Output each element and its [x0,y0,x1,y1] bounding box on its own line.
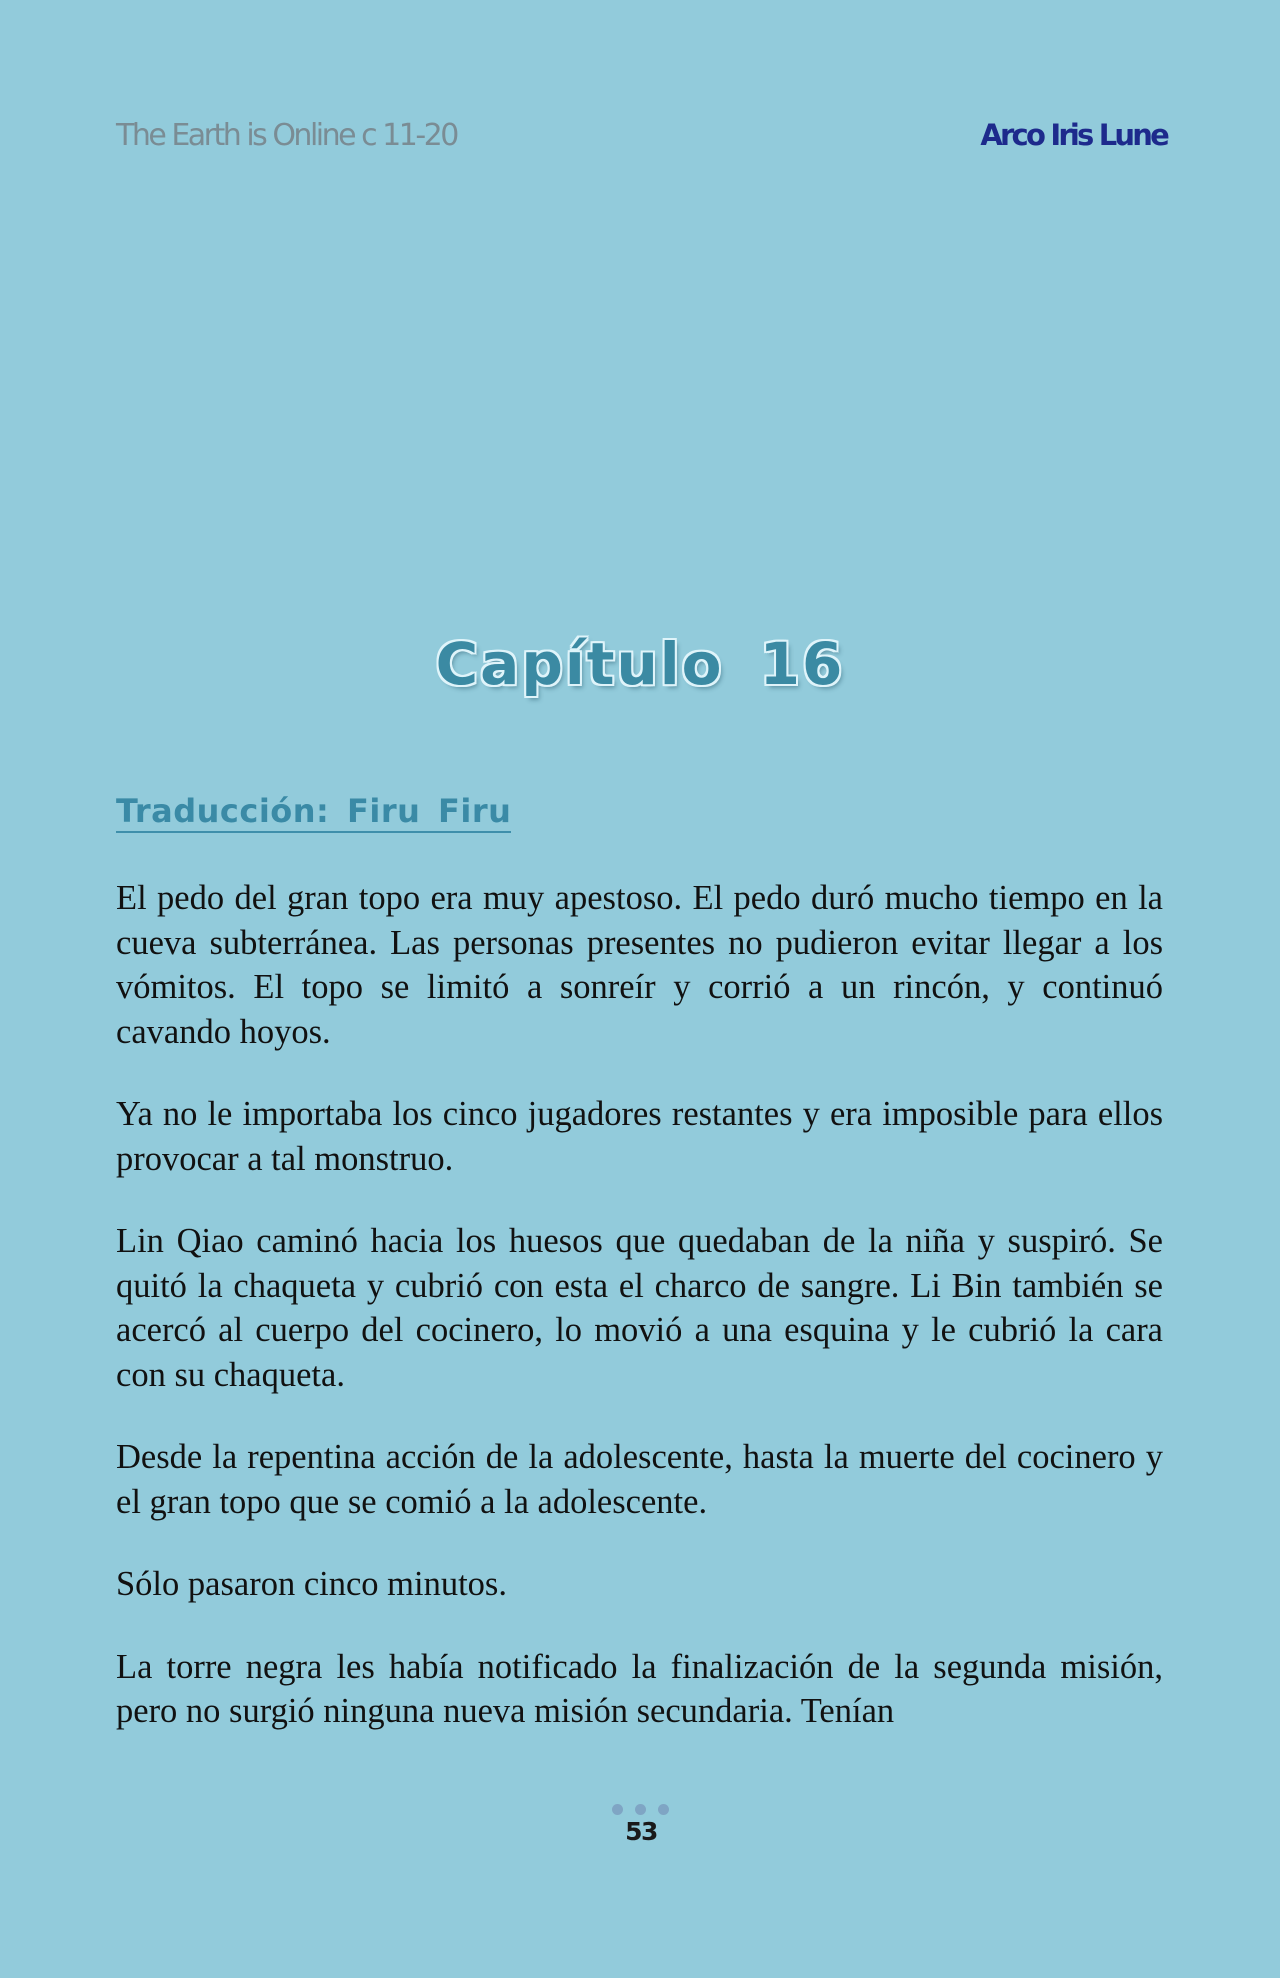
ornament-dot [658,1804,669,1815]
paragraph: La torre negra les había notificado la finalización de la segunda misión, pero no surgió ninguna nueva misión secundaria. Tenían [116,1647,1163,1730]
paragraph: Ya no le importaba los cinco jugadores restantes y era imposible para ellos provocar a tal monstruo. [116,1095,1163,1178]
translator-credit: Traducción: Firu Firu [116,792,511,833]
chapter-body [116,876,1163,1772]
paragraph: Lin Qiao caminó hacia los huesos que quedaban de la niña y suspiró. Se quitó la chaqueta y cubrió con esta el charco de sangre. Li Bin también se acercó al cuerpo del cocinero, lo movió a una esquina y le cubrió la cara con su chaqueta. [116,1222,1163,1394]
ornament-dot [635,1804,646,1815]
header-author: Arco Iris Lune [980,118,1167,152]
page-number: 53 [625,1817,657,1846]
chapter-title: Capítulo 16 [435,630,845,698]
paragraph: El pedo del gran topo era muy apestoso. El pedo duró mucho tiempo en la cueva subterránea. Las personas presentes no pudieron evitar llegar a los vómitos. El topo se limitó a sonreír y corrió a un rincón, y continuó cavando hoyos. [116,879,1163,1051]
ornament-dot [612,1804,623,1815]
paragraph: Sólo pasaron cinco minutos. [116,1565,507,1603]
page-ornament-dots [0,1804,1280,1815]
paragraph: Desde la repentina acción de la adolescente, hasta la muerte del cocinero y el gran topo que se comió a la adolescente. [116,1438,1163,1521]
header-book-title: The Earth is Online c 11-20 [116,118,457,153]
